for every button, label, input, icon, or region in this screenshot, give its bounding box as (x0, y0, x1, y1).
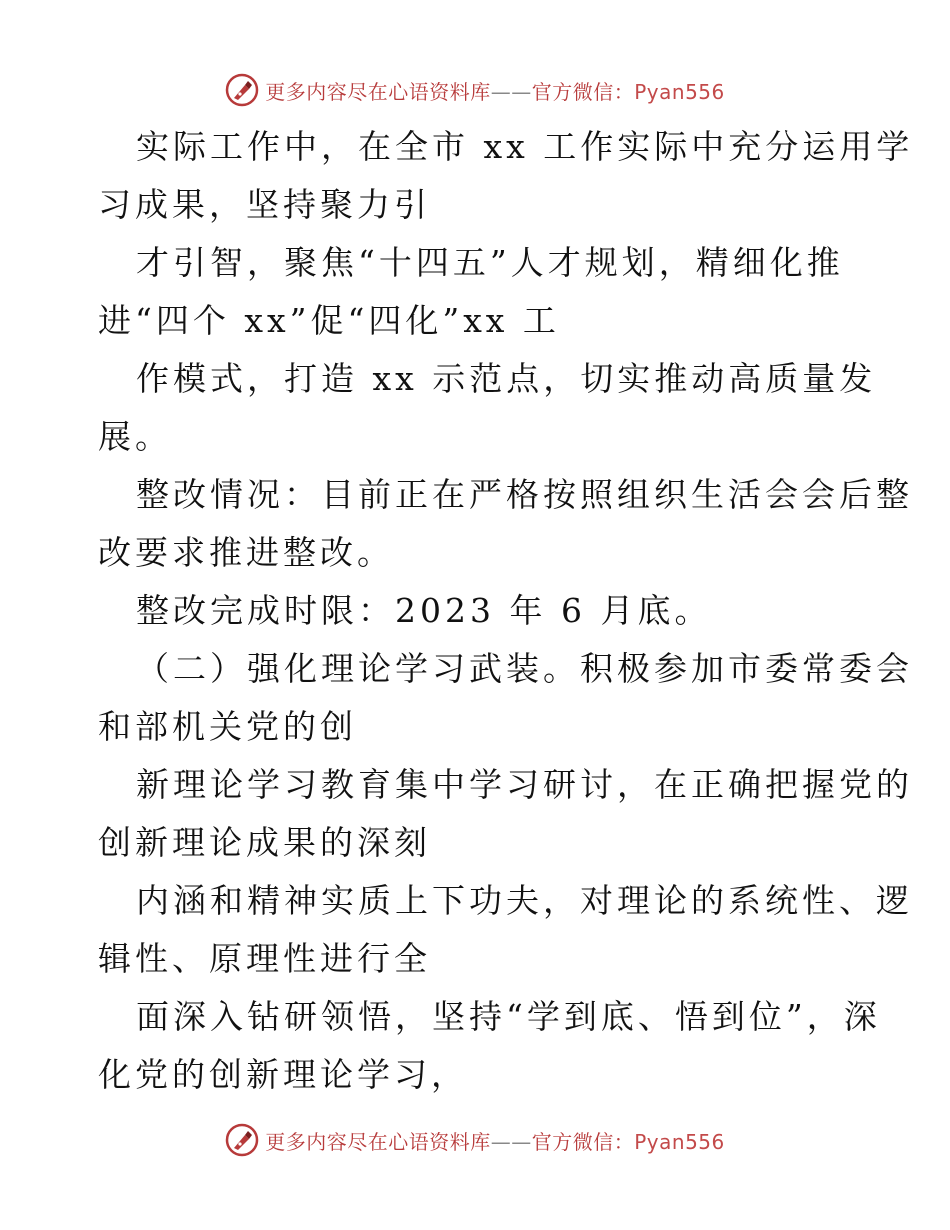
text-line: 进“四个 xx”促“四化”xx 工 (98, 301, 560, 340)
watermark-slogan: 更多内容尽在心语资料库 (265, 79, 491, 104)
text-line: （二）强化理论学习武装。积极参加市委常委会 (136, 649, 913, 688)
pen-nib-circle-icon (225, 73, 259, 107)
header-watermark (0, 70, 950, 110)
text-line: 化党的创新理论学习， (98, 1055, 468, 1094)
text-line: 创新理论成果的深刻 (98, 823, 431, 862)
watermark-official: 官方微信： (531, 1129, 635, 1154)
text-line: 作模式，打造 xx 示范点，切实推动高质量发 (136, 359, 877, 398)
watermark-slogan: 更多内容尽在心语资料库 (265, 1129, 491, 1154)
watermark-separator: —— (490, 1129, 532, 1154)
text-line: 面深入钻研领悟，坚持“学到底、悟到位”，深 (136, 997, 881, 1036)
pen-nib-circle-icon (225, 1123, 259, 1157)
watermark-text (265, 76, 725, 105)
text-line: 习成果，坚持聚力引 (98, 185, 431, 224)
watermark-separator: —— (490, 79, 532, 104)
text-line: 实际工作中，在全市 xx 工作实际中充分运用学 (136, 127, 914, 166)
text-line: 新理论学习教育集中学习研讨，在正确把握党的 (136, 765, 913, 804)
text-line: 才引智，聚焦“十四五”人才规划，精细化推 (136, 243, 844, 282)
text-line: 和部机关党的创 (98, 707, 357, 746)
document-body (98, 118, 914, 1104)
text-line: 整改情况：目前正在严格按照组织生活会会后整 (136, 475, 913, 514)
watermark-account: Pyan556 (634, 1129, 725, 1154)
text-line: 展。 (98, 417, 172, 456)
text-line: 整改完成时限：2023 年 6 月底。 (136, 591, 712, 630)
text-line: 内涵和精神实质上下功夫，对理论的系统性、逻 (136, 881, 913, 920)
watermark-account: Pyan556 (634, 79, 725, 104)
text-line: 改要求推进整改。 (98, 533, 394, 572)
text-line: 辑性、原理性进行全 (98, 939, 431, 978)
watermark-official: 官方微信： (531, 79, 635, 104)
footer-watermark (0, 1120, 950, 1160)
watermark-text (265, 1126, 725, 1155)
